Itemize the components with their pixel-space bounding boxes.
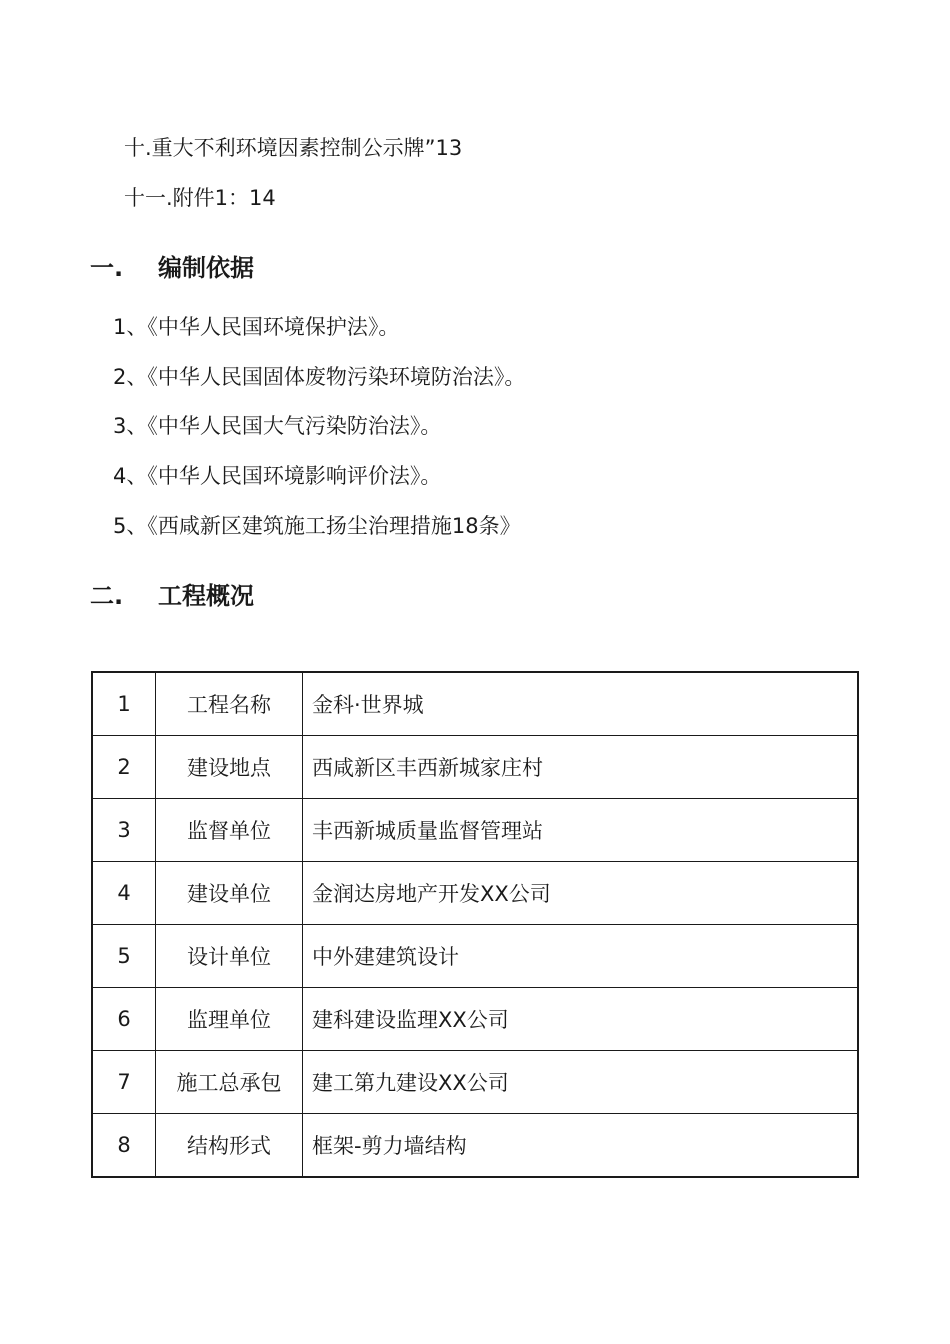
- row-number: 7: [92, 1051, 156, 1114]
- row-value: 丰西新城质量监督管理站: [303, 799, 859, 862]
- row-number: 4: [92, 862, 156, 925]
- table-row: [92, 988, 858, 1051]
- row-label: 工程名称: [156, 672, 303, 736]
- basis-item: 5、《西咸新区建筑施工扬尘治理措施18条》: [113, 514, 521, 538]
- row-number: 1: [92, 672, 156, 736]
- row-number: 6: [92, 988, 156, 1051]
- section-number: 二.: [90, 582, 124, 610]
- table-row: [92, 862, 858, 925]
- section-heading-basis: [90, 252, 254, 284]
- table-row: [92, 799, 858, 862]
- basis-item: 4、《中华人民国环境影响评价法》。: [113, 464, 442, 488]
- table-row: [92, 672, 858, 736]
- table-row: [92, 1051, 858, 1114]
- row-label: 结构形式: [156, 1114, 303, 1178]
- row-value: 西咸新区丰西新城家庄村: [303, 736, 859, 799]
- row-label: 设计单位: [156, 925, 303, 988]
- basis-item: 1、《中华人民国环境保护法》。: [113, 315, 400, 339]
- row-value: 框架-剪力墙结构: [303, 1114, 859, 1178]
- section-title: 编制依据: [158, 254, 254, 282]
- row-value: 金润达房地产开发XX公司: [303, 862, 859, 925]
- project-overview-table: [91, 671, 859, 1178]
- section-heading-overview: [90, 580, 254, 612]
- toc-line-11: 十一.附件1：14: [124, 186, 276, 210]
- row-number: 5: [92, 925, 156, 988]
- row-label: 建设地点: [156, 736, 303, 799]
- section-number: 一.: [90, 254, 124, 282]
- row-number: 8: [92, 1114, 156, 1178]
- basis-item: 2、《中华人民国固体废物污染环境防治法》。: [113, 365, 526, 389]
- row-label: 监理单位: [156, 988, 303, 1051]
- row-value: 建科建设监理XX公司: [303, 988, 859, 1051]
- row-value: 建工第九建设XX公司: [303, 1051, 859, 1114]
- row-label: 监督单位: [156, 799, 303, 862]
- section-title: 工程概况: [158, 582, 254, 610]
- table-row: [92, 1114, 858, 1178]
- table-row: [92, 736, 858, 799]
- row-number: 3: [92, 799, 156, 862]
- row-label: 施工总承包: [156, 1051, 303, 1114]
- row-number: 2: [92, 736, 156, 799]
- row-value: 中外建建筑设计: [303, 925, 859, 988]
- table-row: [92, 925, 858, 988]
- row-value: 金科·世界城: [303, 672, 859, 736]
- row-label: 建设单位: [156, 862, 303, 925]
- basis-item: 3、《中华人民国大气污染防治法》。: [113, 414, 442, 438]
- toc-line-10: 十.重大不利环境因素控制公示牌”13: [124, 136, 463, 160]
